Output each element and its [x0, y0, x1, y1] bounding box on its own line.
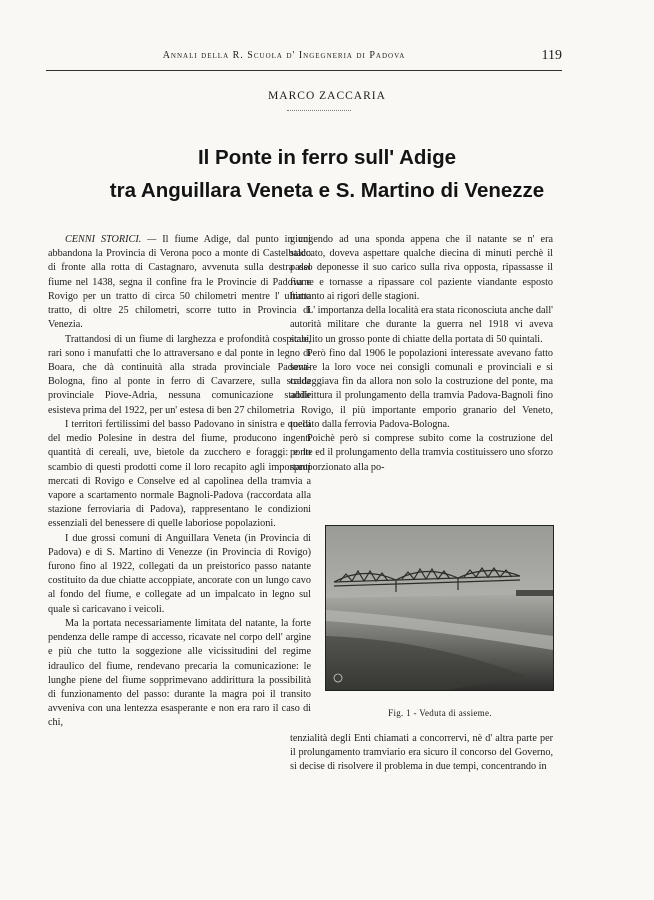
section-lead: CENNI STORICI. —	[65, 234, 157, 245]
author-name: MARCO ZACCARIA	[268, 90, 386, 102]
paragraph: Però fino dal 1906 le popolazioni interessate avevano fatto sentire la loro voce nei consigli comunali e provinciali e si caldeggiava fin da allora non solo la costruzione del ponte, ma addirittura il prolungamento della tramvia Padova-Bagnoli fino a Rovigo, il più importante emporio granario del Veneto, toccato dalla ferrovia Padova-Bologna.	[290, 347, 553, 430]
paragraph: giungendo ad una sponda appena che il natante se n' era staccato, doveva aspettare qualche diecina di minuti perchè il passo deponesse il suo carico sulla riva opposta, ripassasse il fiume e tornasse a ripassare col paziente viandante esposto frattanto ai rigori delle stagioni.	[290, 234, 553, 302]
paragraph-text: Il fiume Adige, dal punto in cui abbandona la Provincia di Verona poco a monte di Castelbaldo di fronte alla rotta di Castagnaro, avvenuta sulla destra del fiume nel 1438, segna il confine fra le Provincie di Padova e Rovigo per un tratto di circa 50 chilometri mentre l' ultimo tratto, di oltre 25 chilometri, scorre tutto in Provincia di Venezia.	[48, 234, 312, 331]
paragraph: I due grossi comuni di Anguillara Veneta (in Provincia di Padova) e di S. Martino di Venezze (in Provincia di Rovigo) furono fino al 1922, collegati da un preistorico passo natante costituito da due chiatte accoppiate, ancorate con un lungo cavo al fondo del fiume, e collegate ad un impalcato in legno sul quale si caricavano i veicoli.	[48, 532, 311, 615]
figure-caption: Fig. 1 - Veduta di assieme.	[388, 708, 492, 718]
paragraph: L' importanza della località era stata riconosciuta anche dall' autorità militare che durante la guerra nel 1918 vi aveva stabilito un grosso ponte di chiatte della portata di 50 quintali.	[290, 305, 553, 345]
journal-title: Annali della R. Scuola d' Ingegneria di Padova	[162, 50, 406, 61]
article-title-line-1: Il Ponte in ferro sull' Adige	[197, 146, 457, 169]
bridge-photograph	[325, 525, 554, 691]
paragraph: Ma la portata necessariamente limitata del natante, la forte pendenza delle rampe di accesso, ricavate nel corpo dell' argine e più che tutto la soggezione alle vicissitudini del regime idraulico del fiume, rendevano precaria la comunicazione: le lunghe piene del fiume sopprimevano addirittura la possibilità di funzionamento del passo: durante la magra poi il transito avveniva con una lentezza esasperante e non era raro il caso di chi,	[48, 617, 311, 729]
article-title-line-2: tra Anguillara Veneta e S. Martino di Venezze	[109, 179, 545, 202]
left-column	[48, 233, 311, 731]
right-column-bottom	[290, 732, 553, 775]
bridge-photo-illustration	[326, 526, 553, 690]
paragraph: I territori fertilissimi del basso Padovano in sinistra e quelli del medio Polesine in destra del fiume, producono ingenti quantità di cereali, uve, bietole da zucchero e foraggi: e lo scambio di questi prodotti come il loro recapito agli importanti mercati di Rovigo e Conselve ed al capolinea della tramvia a vapore a scartamento normale Bagnoli-Padova (raccordata alla stazione ferroviaria di Padova), rappresentano le condizioni essenziali del benessere di quelle laboriose popolazioni.	[48, 418, 311, 530]
page-number: 119	[541, 48, 562, 63]
right-column-top	[290, 233, 553, 475]
paragraph: Poichè però si comprese subito come la costruzione del ponte ed il prolungamento della tramvia costituissero uno sforzo sproporzionato alla po-	[290, 433, 553, 473]
paragraph	[48, 233, 311, 333]
paragraph: Trattandosi di un fiume di larghezza e profondità cospicue, rari sono i manufatti che lo attraversano e dal ponte in legno di Boara, che dà continuità alla strada provinciale Padova-Bologna, fino al ponte in ferro di Cavarzere, sulla strada provinciale Piove-Adria, nessuna comunicazione stabile esisteva prima del 1922, per un' estesa di ben 27 chilometri.	[48, 333, 311, 416]
author-divider	[287, 110, 351, 112]
running-head	[46, 50, 562, 71]
paragraph: tenzialità degli Enti chiamati a concorrervi, nè d' altra parte per il prolungamento tramviario era sicuro il concorso del Governo, si decise di risolvere il problema in due tempi, concentrando in	[290, 733, 553, 773]
